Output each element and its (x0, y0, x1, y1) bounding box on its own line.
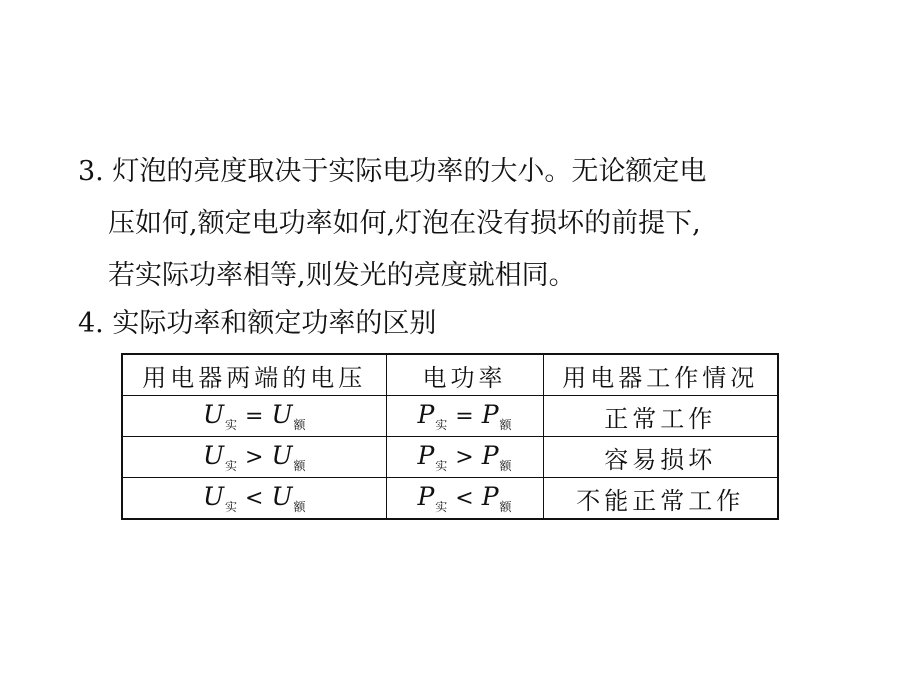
voltage-operator: > (245, 444, 264, 470)
power-left-subscript: 实 (435, 499, 448, 514)
voltage-left-subscript: 实 (225, 458, 238, 473)
paragraph-3 (78, 146, 838, 302)
voltage-left-symbol: U (202, 399, 225, 429)
voltage-left-subscript: 实 (225, 499, 238, 514)
voltage-right-subscript: 额 (293, 458, 306, 473)
voltage-formula (202, 399, 306, 432)
power-formula (417, 440, 512, 473)
voltage-left-symbol: U (202, 440, 225, 470)
power-operator: > (455, 444, 474, 470)
power-operator: = (455, 403, 474, 429)
voltage-formula (202, 440, 306, 473)
paragraph-3-line-1: 3. 灯泡的亮度取决于实际电功率的大小。无论额定电 (78, 156, 707, 187)
voltage-left-symbol: U (202, 481, 225, 511)
table-row (122, 437, 778, 478)
power-left-symbol: P (417, 399, 435, 429)
power-cell (386, 396, 543, 437)
voltage-right-subscript: 额 (293, 417, 306, 432)
voltage-operator: = (245, 403, 264, 429)
power-right-symbol: P (481, 481, 499, 511)
power-left-subscript: 实 (435, 458, 448, 473)
voltage-operator: < (245, 485, 264, 511)
power-right-subscript: 额 (499, 417, 512, 432)
voltage-right-symbol: U (271, 399, 293, 429)
table-row (122, 478, 778, 520)
power-cell (386, 478, 543, 520)
voltage-cell (122, 396, 386, 437)
status-cell: 不能正常工作 (543, 478, 778, 520)
voltage-formula (202, 481, 306, 514)
paragraph-3-line-3: 若实际功率相等,则发光的亮度就相同。 (108, 260, 576, 291)
paragraph-3-line-2: 压如何,额定电功率如何,灯泡在没有损坏的前提下, (108, 208, 701, 239)
power-formula (417, 481, 512, 514)
table-row (122, 396, 778, 437)
power-right-symbol: P (481, 440, 499, 470)
power-cell (386, 437, 543, 478)
voltage-cell (122, 478, 386, 520)
status-cell: 容易损坏 (543, 437, 778, 478)
power-left-symbol: P (417, 481, 435, 511)
header-voltage: 用电器两端的电压 (122, 354, 386, 396)
power-left-symbol: P (417, 440, 435, 470)
header-status: 用电器工作情况 (543, 354, 778, 396)
comparison-table (121, 353, 779, 520)
header-power: 电功率 (386, 354, 543, 396)
voltage-right-symbol: U (271, 481, 293, 511)
power-left-subscript: 实 (435, 417, 448, 432)
power-right-subscript: 额 (499, 499, 512, 514)
voltage-right-symbol: U (271, 440, 293, 470)
voltage-cell (122, 437, 386, 478)
power-operator: < (455, 485, 474, 511)
power-right-subscript: 额 (499, 458, 512, 473)
voltage-right-subscript: 额 (293, 499, 306, 514)
status-cell: 正常工作 (543, 396, 778, 437)
item-4-heading: 4. 实际功率和额定功率的区别 (78, 308, 437, 339)
table-header-row (122, 354, 778, 396)
power-right-symbol: P (481, 399, 499, 429)
power-formula (417, 399, 512, 432)
voltage-left-subscript: 实 (225, 417, 238, 432)
